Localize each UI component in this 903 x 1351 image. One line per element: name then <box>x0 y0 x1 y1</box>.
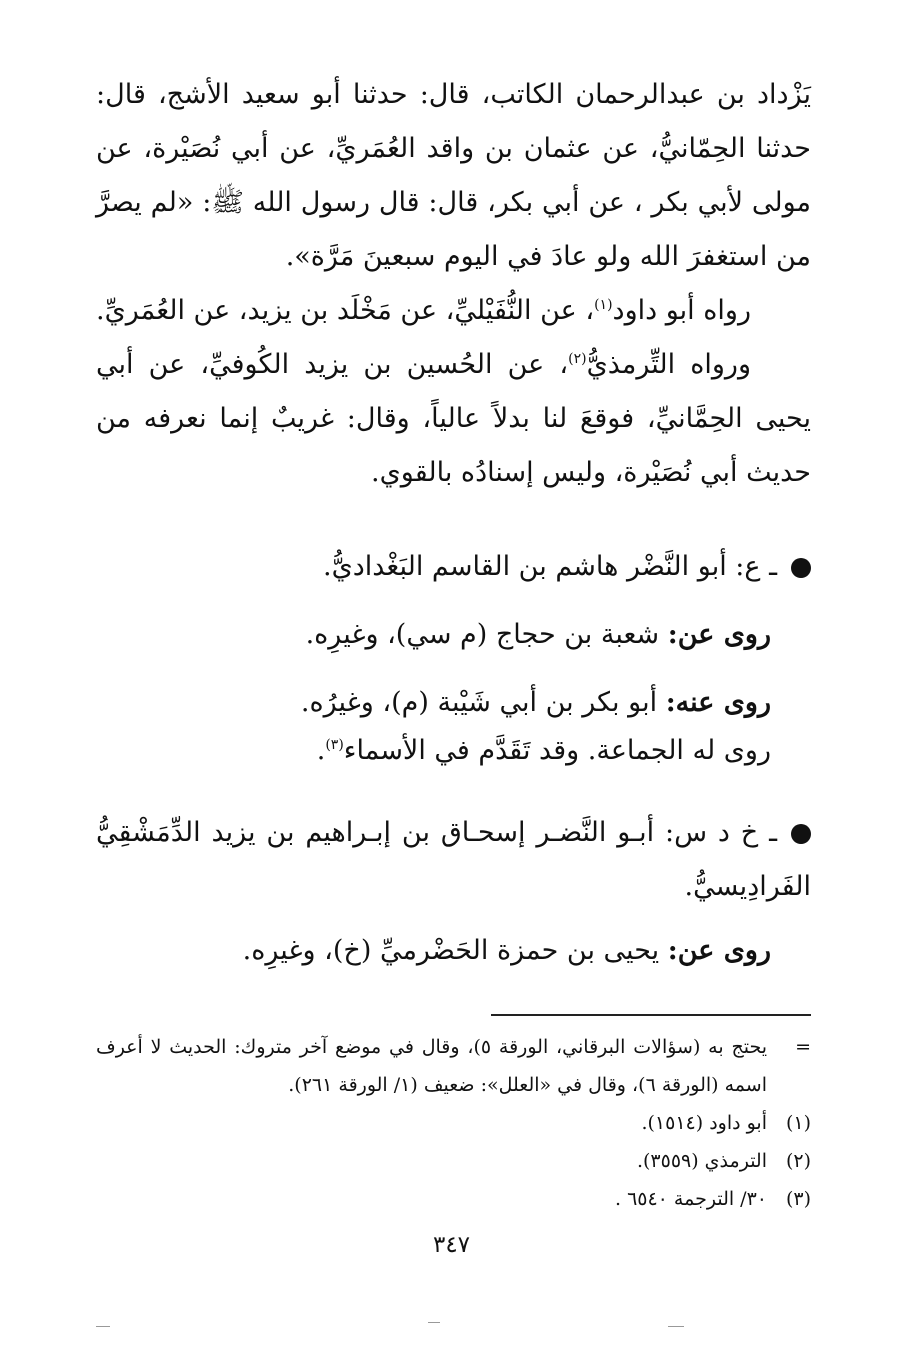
entry2-riwa-an <box>96 924 811 978</box>
footnote-text: ٣٠/ الترجمة ٦٥٤٠ . <box>614 1188 767 1210</box>
footnote-mark: (٢) <box>785 1150 811 1172</box>
riwa-an-label: روى عن: <box>667 619 771 650</box>
entry1-note-a: روى له الجماعة. وقد تَقَدَّم في الأسماء <box>343 735 771 766</box>
paragraph-abu-dawud <box>96 284 811 338</box>
entry1-riwa-anhu <box>96 676 811 730</box>
paragraph-abu-dawud-a: رواه أبو داود <box>612 295 751 326</box>
page-number: ٣٤٧ <box>432 1232 471 1258</box>
paragraph-tirmidhi-a: ورواه التِّرمذيُّ <box>586 349 752 380</box>
footnote-item <box>96 1104 811 1142</box>
entry-heading-2-text: ـ خ د س: أبـو النَّضـر إسحـاق بن إبـراهيم بن يزيد الدِّمَشْقِيُّ الفَرادِيسيُّ. <box>96 817 811 902</box>
footnote-item <box>96 1180 811 1218</box>
footnote-divider <box>491 1014 811 1016</box>
bullet-icon <box>791 824 811 844</box>
footnote-item <box>96 1028 811 1104</box>
riwa-an-text: يحيى بن حمزة الحَضْرميِّ (خ)، وغيرِه. <box>242 935 660 966</box>
entry-heading-1-text: ـ ع: أبو النَّضْر هاشم بن القاسم البَغْداديُّ. <box>323 551 777 582</box>
footnote-text: أبو داود (١٥١٤). <box>641 1112 767 1134</box>
scan-speck <box>96 1326 110 1327</box>
footnote-ref-1[interactable]: (١) <box>594 297 613 313</box>
footnote-text: الترمذي (٣٥٥٩). <box>636 1150 767 1172</box>
entry-heading-2 <box>96 806 811 914</box>
entry1-note <box>96 724 811 778</box>
entry1-riwa-an <box>96 608 811 662</box>
footnote-item <box>96 1142 811 1180</box>
riwa-an-label: روى عن: <box>667 935 771 966</box>
footnote-ref-3[interactable]: (٣) <box>325 737 344 753</box>
footnote-mark: (٣) <box>785 1188 811 1210</box>
paragraph-hadith: يَزْداد بن عبدالرحمان الكاتب، قال: حدثنا أبو سعيد الأشج، قال: حدثنا الحِمّانيُّ، عن عثمان بن واقد العُمَريِّ، عن أبي نُصَيْرة، عن مولى لأبي بكر ، عن أبي بكر، قال: قال رسول الله ﷺ: «لم يصرَّ من استغفرَ الله ولو عادَ في اليوم سبعينَ مَرَّة». <box>96 79 811 272</box>
scan-speck <box>668 1326 684 1327</box>
main-text <box>96 68 811 500</box>
paragraph-tirmidhi-b: ، عن الحُسين بن يزيد الكُوفيِّ، عن أبي يحيى الحِمَّانيِّ، فوقعَ لنا بدلاً عالياً، وقال: غريبٌ إنما نعرفه من حديث أبي نُصَيْرة، وليس إسنادُه بالقوي. <box>96 349 811 488</box>
footnote-ref-2[interactable]: (٢) <box>568 351 587 367</box>
footnote-mark: (١) <box>785 1112 811 1134</box>
riwa-an-text: شعبة بن حجاج (م سي)، وغيرِه. <box>305 619 660 650</box>
bullet-icon <box>791 558 811 578</box>
footnote-mark: = <box>795 1036 811 1058</box>
footnotes <box>96 1028 811 1218</box>
riwa-anhu-label: روى عنه: <box>665 687 771 718</box>
entry-heading-1 <box>96 540 811 594</box>
footnote-text: يحتج به (سؤالات البرقاني، الورقة ٥)، وقال في موضع آخر متروك: الحديث لا أعرف اسمه (الورقة ٦)، وقال في «العلل»: ضعيف (١/ الورقة ٢٦١). <box>96 1036 767 1096</box>
paragraph-abu-dawud-b: ، عن النُّفَيْليِّ، عن مَخْلَد بن يزيد، عن العُمَريِّ. <box>96 295 595 326</box>
scan-speck <box>428 1322 440 1323</box>
paragraph-tirmidhi <box>96 338 811 500</box>
riwa-anhu-text: أبو بكر بن أبي شَيْبة (م)، وغيرُه. <box>300 687 658 718</box>
entry1-note-b: . <box>316 735 326 766</box>
